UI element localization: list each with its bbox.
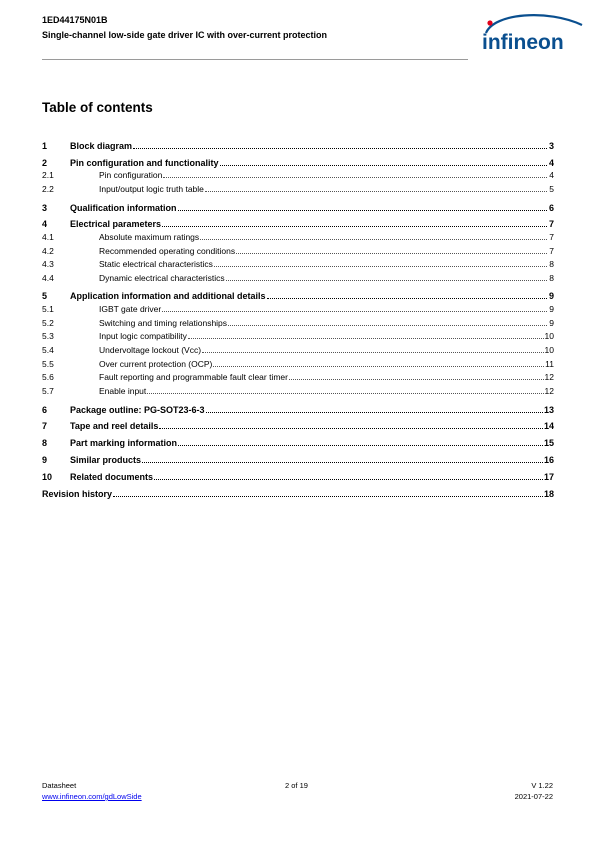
- toc-leader: [220, 157, 548, 166]
- logo-wordmark: infineon: [482, 31, 564, 54]
- toc-leader: [142, 454, 543, 463]
- toc-title: Input/output logic truth table: [99, 184, 204, 194]
- toc-leader: [206, 404, 543, 413]
- toc-page-number: 15: [543, 438, 554, 449]
- toc-page-number: 12: [544, 372, 554, 383]
- toc-subentry[interactable]: [42, 273, 554, 284]
- toc-leader: [188, 331, 544, 339]
- toc-title: Static electrical characteristics: [99, 259, 213, 270]
- toc-number: 5.1: [42, 303, 54, 314]
- toc-number: 6: [42, 404, 48, 415]
- toc-entry[interactable]: [42, 140, 554, 152]
- toc-entry[interactable]: [42, 157, 554, 169]
- toc-page-number: 9: [549, 303, 554, 314]
- toc-leader: [214, 259, 547, 267]
- toc-number: 5.6: [42, 372, 54, 383]
- toc-number: 5: [42, 291, 48, 302]
- toc-leader: [162, 304, 547, 312]
- toc-number: 2.2: [42, 184, 54, 194]
- toc-subentry[interactable]: [42, 318, 554, 329]
- toc-page-number: 9: [548, 291, 554, 302]
- toc-subentry[interactable]: [42, 372, 554, 383]
- toc-page-number: 7: [549, 245, 554, 256]
- toc-title: Fault reporting and programmable fault clear timer: [99, 372, 288, 383]
- toc-title: Part marking information: [70, 438, 178, 449]
- toc-title: Enable input: [99, 386, 147, 397]
- toc-entry[interactable]: [42, 290, 554, 302]
- toc-page-number: 4: [548, 157, 554, 168]
- toc-number: 4.4: [42, 272, 54, 283]
- toc-leader: [202, 345, 543, 353]
- toc-number: 4.3: [42, 259, 54, 270]
- toc-leader: [133, 140, 547, 149]
- toc-leader: [178, 437, 543, 446]
- toc-number: 2: [42, 157, 48, 168]
- toc-page-number: 6: [548, 202, 554, 213]
- toc-leader: [163, 170, 547, 178]
- toc-title: Pin configuration: [99, 170, 163, 181]
- header-part-number: 1ED44175N01B: [42, 15, 108, 25]
- toc-title: Related documents: [70, 471, 154, 482]
- toc-leader: [159, 420, 543, 429]
- footer-page-count: 2 of 19: [285, 781, 308, 790]
- toc-subentry[interactable]: [42, 246, 554, 257]
- header-subtitle: Single-channel low-side gate driver IC with over-current protection: [42, 30, 328, 40]
- toc-heading: Table of contents: [42, 100, 153, 115]
- toc-page-number: 8: [549, 272, 554, 283]
- footer-doc-type: Datasheet: [42, 781, 77, 790]
- toc-entry[interactable]: [42, 471, 554, 483]
- toc-page-number: 12: [544, 386, 554, 397]
- toc-leader: [113, 488, 543, 497]
- toc-title: Block diagram: [70, 141, 133, 151]
- toc-title: Electrical parameters: [70, 219, 162, 230]
- toc-title: Absolute maximum ratings: [99, 231, 200, 242]
- toc-leader: [178, 202, 547, 211]
- footer-date: 2021-07-22: [514, 792, 553, 801]
- toc-title: Undervoltage lockout (Vcc): [99, 345, 202, 355]
- toc-entry[interactable]: [42, 488, 554, 500]
- footer-version: V 1.22: [531, 781, 553, 790]
- toc-subentry[interactable]: [42, 304, 554, 315]
- toc-title: Application information and additional details: [70, 291, 266, 302]
- toc-leader: [154, 471, 543, 480]
- toc-title: Similar products: [70, 455, 142, 465]
- toc-number: 7: [42, 421, 48, 432]
- toc-subentry[interactable]: [42, 359, 554, 370]
- infineon-logo: [472, 11, 588, 61]
- toc-title: Over current protection (OCP): [99, 358, 213, 369]
- toc-title: Tape and reel details: [70, 421, 159, 432]
- toc-number: 3: [42, 202, 48, 213]
- toc-leader: [213, 359, 544, 367]
- toc-page-number: 7: [548, 219, 554, 230]
- toc-number: 8: [42, 438, 48, 449]
- toc-number: 2.1: [42, 170, 54, 181]
- toc-entry[interactable]: [42, 218, 554, 230]
- toc-subentry[interactable]: [42, 170, 554, 181]
- toc-subentry[interactable]: [42, 386, 554, 397]
- toc-page-number: 17: [543, 471, 554, 482]
- toc-title: Input logic compatibility: [99, 331, 187, 342]
- toc-number: 10: [42, 471, 53, 482]
- toc-leader: [236, 246, 547, 254]
- toc-entry[interactable]: [42, 454, 554, 466]
- toc-number: 4: [42, 219, 48, 230]
- toc-subentry[interactable]: [42, 345, 554, 356]
- toc-page-number: 5: [549, 184, 554, 194]
- toc-number: 5.4: [42, 345, 54, 355]
- toc-leader: [226, 273, 547, 281]
- toc-page-number: 4: [549, 170, 554, 181]
- toc-title: IGBT gate driver: [99, 303, 162, 314]
- toc-number: 5.3: [42, 331, 54, 342]
- toc-subentry[interactable]: [42, 259, 554, 270]
- toc-number: 9: [42, 455, 48, 465]
- toc-number: 5.2: [42, 317, 54, 328]
- toc-leader: [200, 232, 547, 240]
- toc-leader: [289, 372, 544, 380]
- toc-title: Pin configuration and functionality: [70, 157, 219, 168]
- toc-page-number: 16: [543, 455, 554, 465]
- toc-entry[interactable]: [42, 420, 554, 432]
- toc-title: Dynamic electrical characteristics: [99, 272, 225, 283]
- toc-number: 4.1: [42, 231, 54, 242]
- toc-page-number: 10: [544, 331, 554, 342]
- toc-page-number: 3: [548, 141, 554, 151]
- toc-number: 1: [42, 141, 48, 151]
- toc-title: Package outline: PG-SOT23-6-3: [70, 404, 205, 415]
- toc-leader: [228, 318, 547, 326]
- toc-page-number: 7: [549, 231, 554, 242]
- toc-page-number: 8: [549, 259, 554, 270]
- toc-leader: [162, 218, 547, 227]
- toc-title: Switching and timing relationships: [99, 317, 228, 328]
- toc-page-number: 14: [543, 421, 554, 432]
- toc-page-number: 10: [544, 345, 554, 355]
- toc-entry[interactable]: [42, 202, 554, 214]
- toc-entry[interactable]: [42, 404, 554, 416]
- footer-link[interactable]: www.infineon.com/gdLowSide: [42, 792, 142, 801]
- toc-leader: [147, 386, 543, 394]
- toc-leader: [267, 290, 547, 299]
- toc-title: Qualification information: [70, 202, 177, 213]
- toc-page-number: 13: [543, 404, 554, 415]
- toc-subentry[interactable]: [42, 232, 554, 243]
- toc-subentry[interactable]: [42, 184, 554, 195]
- toc-page-number: 18: [543, 488, 554, 499]
- toc-title: Recommended operating conditions: [99, 245, 236, 256]
- toc-title: Revision history: [42, 488, 113, 499]
- toc-entry[interactable]: [42, 437, 554, 449]
- header-rule: [42, 59, 468, 60]
- toc-number: 4.2: [42, 245, 54, 256]
- toc-page-number: 9: [549, 317, 554, 328]
- toc-leader: [205, 184, 547, 192]
- toc-number: 5.7: [42, 386, 54, 397]
- toc-subentry[interactable]: [42, 331, 554, 342]
- toc-number: 5.5: [42, 358, 54, 369]
- toc-page-number: 11: [545, 358, 554, 369]
